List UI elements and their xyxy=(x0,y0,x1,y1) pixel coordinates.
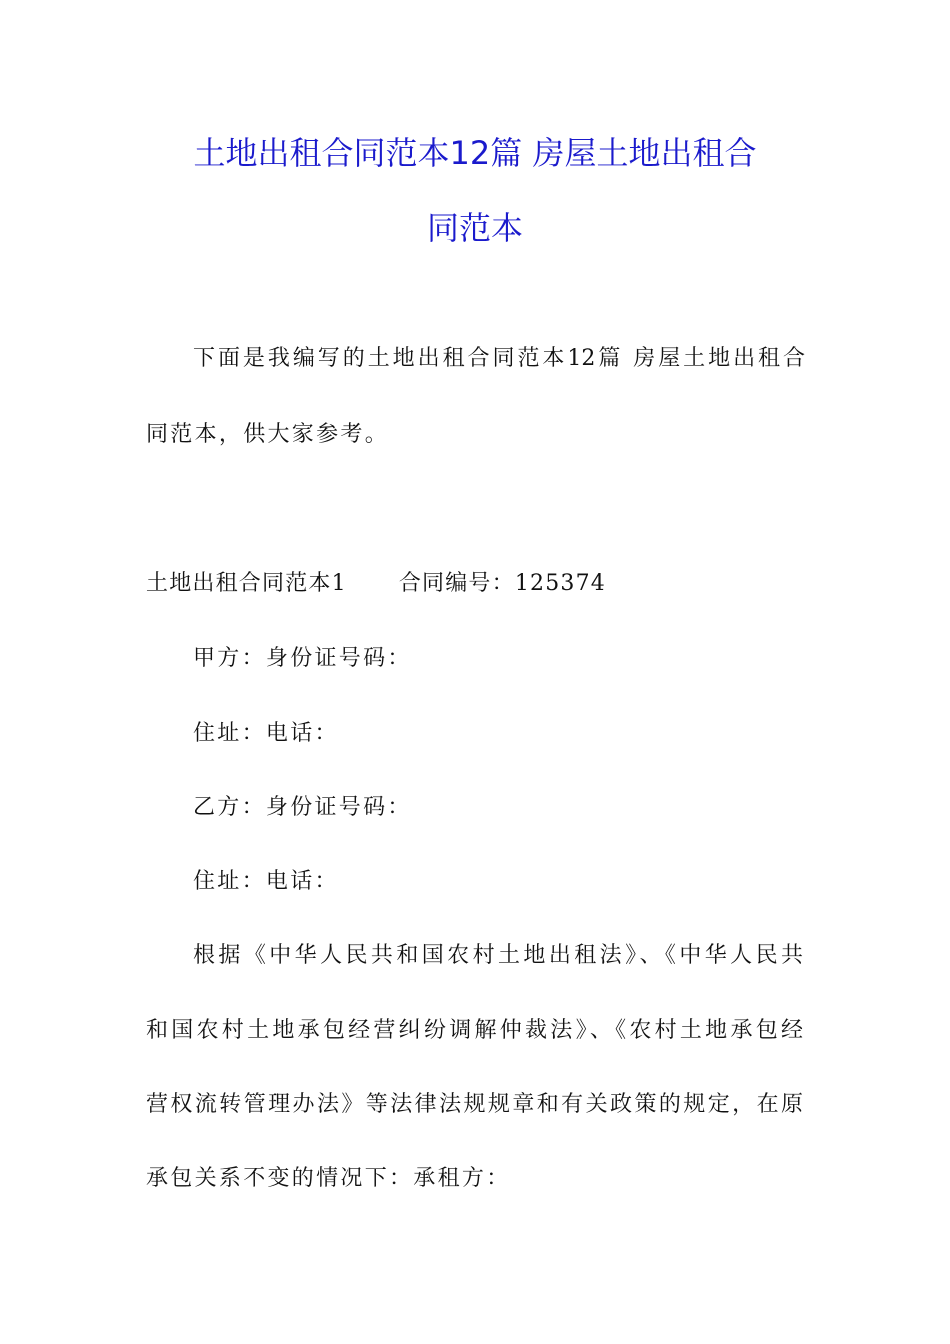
document-title-line-1: 土地出租合同范本12篇 房屋土地出租合 xyxy=(193,134,757,172)
contract-heading xyxy=(146,569,606,599)
body-paragraph-line-4: 承包关系不变的情况下：承租方： xyxy=(146,1166,511,1191)
contract-number: 合同编号：125374 xyxy=(398,571,606,596)
body-paragraph-line-2: 和国农村土地承包经营纠纷调解仲裁法》、《农村土地承包经 xyxy=(146,1018,803,1043)
intro-paragraph-line-2: 同范本，供大家参考。 xyxy=(146,422,390,447)
party-b-id-line: 乙方：身份证号码： xyxy=(193,795,412,820)
party-a-address-line: 住址：电话： xyxy=(193,721,339,746)
body-paragraph-line-1: 根据《中华人民共和国农村土地出租法》、《中华人民共 xyxy=(193,943,803,968)
body-paragraph-line-3: 营权流转管理办法》等法律法规规章和有关政策的规定，在原 xyxy=(146,1092,803,1117)
party-a-id-line: 甲方：身份证号码： xyxy=(193,646,412,671)
party-b-address-line: 住址：电话： xyxy=(193,869,339,894)
document-title-line-2: 同范本 xyxy=(426,209,523,247)
intro-paragraph-line-1: 下面是我编写的土地出租合同范本12篇 房屋土地出租合 xyxy=(193,346,805,371)
section-title: 土地出租合同范本1 xyxy=(146,571,347,596)
